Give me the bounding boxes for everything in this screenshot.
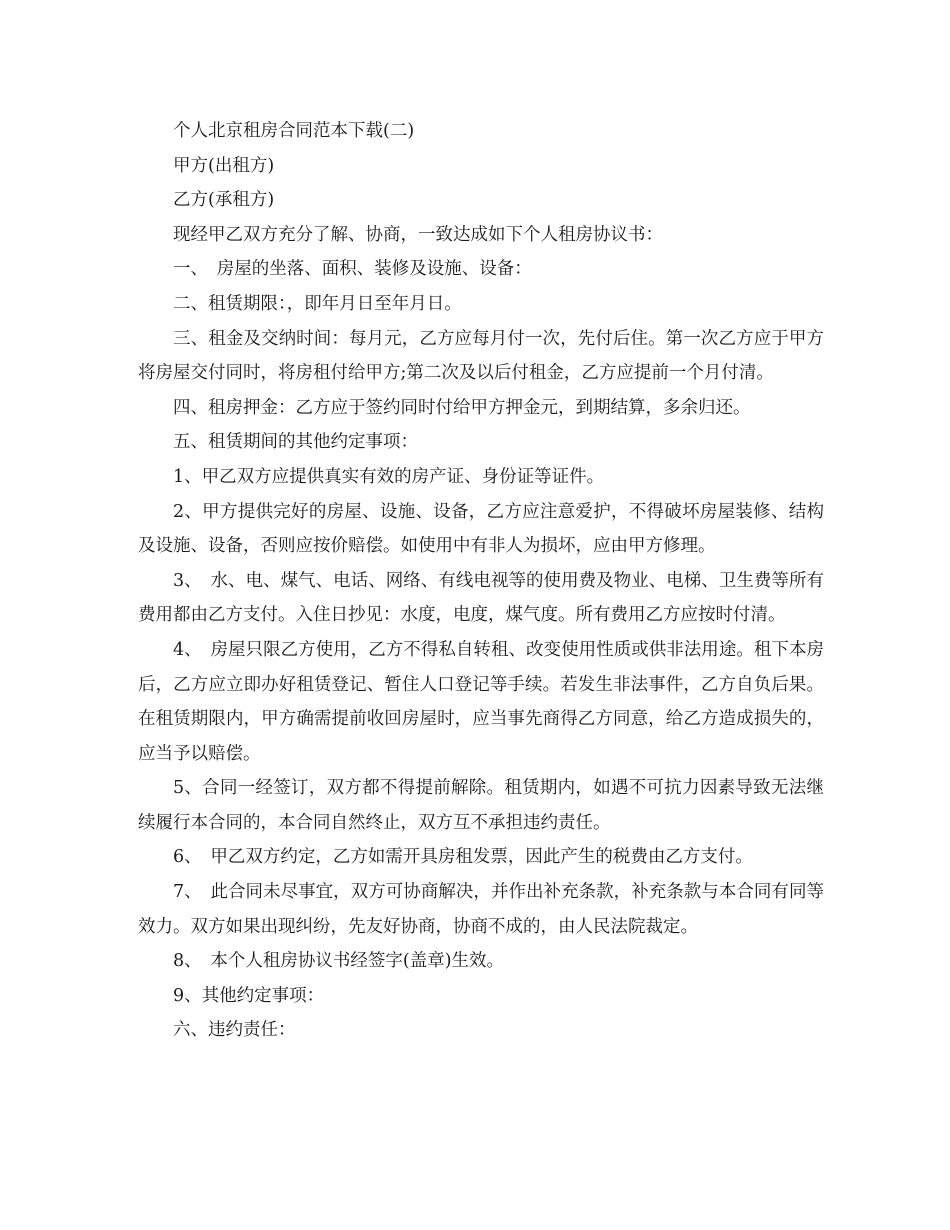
clause-7: 7、 此合同未尽事宜，双方可协商解决，并作出补充条款，补充条款与本合同有同等效力。双方如果出现纠纷，先友好协商，协商不成的，由人民法院裁定。	[138, 882, 824, 937]
document-page	[138, 114, 824, 1048]
clause-6: 6、 甲乙双方约定，乙方如需开具房租发票，因此产生的税费由乙方支付。	[173, 847, 753, 868]
section-1-heading: 一、 房屋的坐落、面积、装修及设施、设备：	[173, 259, 532, 280]
clause-5: 5、合同一经签订，双方都不得提前解除。租赁期内，如遇不可抗力因素导致无法继续履行本合同的，本合同自然终止，双方互不承担违约责任。	[138, 778, 824, 833]
clause-1: 1、甲乙双方应提供真实有效的房产证、身份证等证件。	[173, 466, 605, 487]
party-a-line: 甲方(出租方)	[173, 155, 275, 176]
clause-2: 2、甲方提供完好的房屋、设施、设备，乙方应注意爱护，不得破坏房屋装修、结构及设施、设备，否则应按价赔偿。如使用中有非人为损坏，应由甲方修理。	[138, 501, 824, 557]
section-2-paragraph: 二、租赁期限：，即年月日至年月日。	[173, 293, 462, 314]
clause-9: 9、其他约定事项：	[173, 985, 325, 1006]
section-4-paragraph: 四、租房押金：乙方应于签约同时付给甲方押金元，到期结算，多余归还。	[173, 397, 751, 418]
section-3-paragraph: 三、租金及交纳时间：每月元，乙方应每月付一次，先付后住。第一次乙方应于甲方将房屋交付同时，将房租付给甲方;第二次及以后付租金，乙方应提前一个月付清。	[138, 328, 824, 384]
section-6-heading: 六、违约责任：	[173, 1020, 296, 1041]
clause-4: 4、 房屋只限乙方使用，乙方不得私自转租、改变使用性质或供非法用途。租下本房后，乙方应立即办好租赁登记、暂住人口登记等手续。若发生非法事件，乙方自负后果。在租赁期限内，甲方确需提前收回房屋时，应当事先商得乙方同意，给乙方造成损失的，应当予以赔偿。	[138, 639, 824, 764]
clause-8: 8、 本个人租房协议书经签字(盖章)生效。	[173, 951, 505, 972]
section-5-heading: 五、租赁期间的其他约定事项：	[173, 432, 418, 453]
party-b-line: 乙方(承租方)	[173, 190, 275, 211]
intro-paragraph: 现经甲乙双方充分了解、协商，一致达成如下个人租房协议书：	[173, 224, 663, 245]
document-title: 个人北京租房合同范本下载(二)	[173, 121, 415, 141]
clause-3: 3、 水、电、煤气、电话、网络、有线电视等的使用费及物业、电梯、卫生费等所有费用都由乙方支付。入住日抄见：水度，电度，煤气度。所有费用乙方应按时付清。	[138, 570, 824, 626]
